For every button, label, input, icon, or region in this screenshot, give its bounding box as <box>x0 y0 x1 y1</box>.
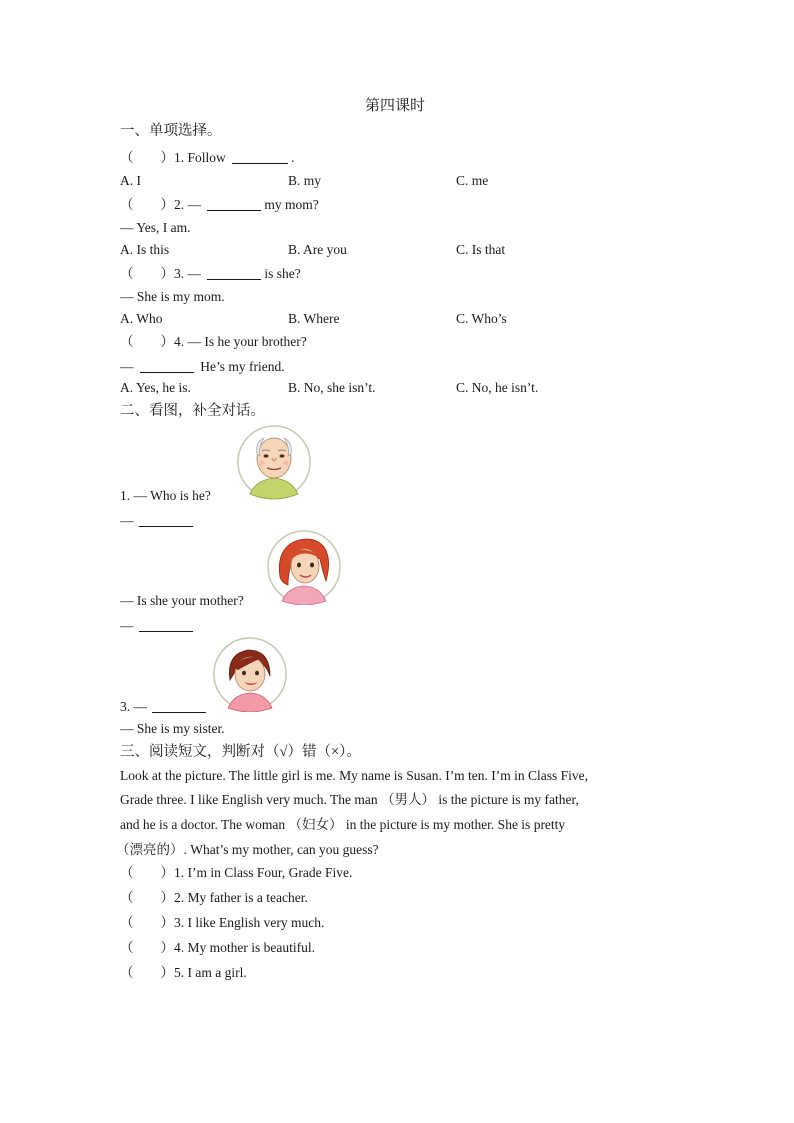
section3-heading: 三、阅读短文，判断对（√）错（×）。 <box>120 744 361 760</box>
answer-blank[interactable] <box>207 197 261 211</box>
q3-answer-line: — She is my mom. <box>120 289 225 304</box>
dialog2-answer: — <box>120 618 196 633</box>
passage-line-4: （漂亮的）. What’s my mother, can you guess? <box>116 842 379 857</box>
mother-portrait <box>266 529 342 605</box>
judge-item-2: （ ）2. My father is a teacher. <box>120 890 308 905</box>
q2-option-a[interactable]: A. Is this <box>120 242 170 257</box>
q2-answer-line: — Yes, I am. <box>120 220 191 235</box>
q1-option-a[interactable]: A. I <box>120 173 141 188</box>
q4-answer-line: — He’s my friend. <box>120 359 285 374</box>
q4-option-c[interactable]: C. No, he isn’t. <box>456 380 539 395</box>
passage-line-3: and he is a doctor. The woman （妇女） in the picture is my mother. She is pretty <box>120 817 566 832</box>
judge-item-5: （ ）5. I am a girl. <box>120 965 247 980</box>
judge-item-3: （ ）3. I like English very much. <box>120 915 325 930</box>
passage-line-2: Grade three. I like English very much. The man （男人） is the picture is my father, <box>120 792 579 807</box>
answer-paren[interactable]: （ ） <box>120 266 174 281</box>
sister-portrait <box>212 636 288 712</box>
q4-option-a[interactable]: A. Yes, he is. <box>120 380 191 395</box>
answer-blank[interactable] <box>139 513 193 527</box>
answer-paren[interactable]: （ ） <box>120 150 174 165</box>
answer-paren[interactable]: （ ） <box>120 915 174 930</box>
q2-stem: （ ）2. — my mom? <box>120 197 319 212</box>
q2-option-b[interactable]: B. Are you <box>288 242 347 257</box>
dialog1-question: 1. — Who is he? <box>120 488 211 503</box>
answer-blank[interactable] <box>232 150 288 164</box>
q4-option-b[interactable]: B. No, she isn’t. <box>288 380 376 395</box>
dialog2-question: — Is she your mother? <box>120 593 244 608</box>
answer-paren[interactable]: （ ） <box>120 334 174 349</box>
grandfather-portrait <box>236 424 312 500</box>
q1-option-b[interactable]: B. my <box>288 173 322 188</box>
answer-blank[interactable] <box>140 359 194 373</box>
dialog1-answer: — <box>120 513 196 528</box>
dialog3-answer: — She is my sister. <box>120 721 225 736</box>
answer-paren[interactable]: （ ） <box>120 865 174 880</box>
q1-stem: （ ）1. Follow . <box>120 150 295 165</box>
section1-heading: 一、单项选择。 <box>120 123 222 139</box>
answer-paren[interactable]: （ ） <box>120 890 174 905</box>
answer-blank[interactable] <box>139 618 193 632</box>
q2-option-c[interactable]: C. Is that <box>456 242 506 257</box>
section2-heading: 二、看图，补全对话。 <box>120 403 265 419</box>
judge-item-4: （ ）4. My mother is beautiful. <box>120 940 315 955</box>
answer-paren[interactable]: （ ） <box>120 940 174 955</box>
answer-blank[interactable] <box>207 266 261 280</box>
answer-paren[interactable]: （ ） <box>120 197 174 212</box>
dialog3-question: 3. — <box>120 699 209 714</box>
passage-line-1: Look at the picture. The little girl is me. My name is Susan. I’m ten. I’m in Class Five, <box>120 768 589 783</box>
q3-stem: （ ）3. — is she? <box>120 266 301 281</box>
judge-item-1: （ ）1. I’m in Class Four, Grade Five. <box>120 865 353 880</box>
q3-option-a[interactable]: A. Who <box>120 311 163 326</box>
page-title: 第四课时 <box>365 98 426 114</box>
q1-option-c[interactable]: C. me <box>456 173 489 188</box>
q3-option-b[interactable]: B. Where <box>288 311 340 326</box>
q3-option-c[interactable]: C. Who’s <box>456 311 507 326</box>
answer-paren[interactable]: （ ） <box>120 965 174 980</box>
answer-blank[interactable] <box>152 699 206 713</box>
q4-stem: （ ）4. — Is he your brother? <box>120 334 307 349</box>
